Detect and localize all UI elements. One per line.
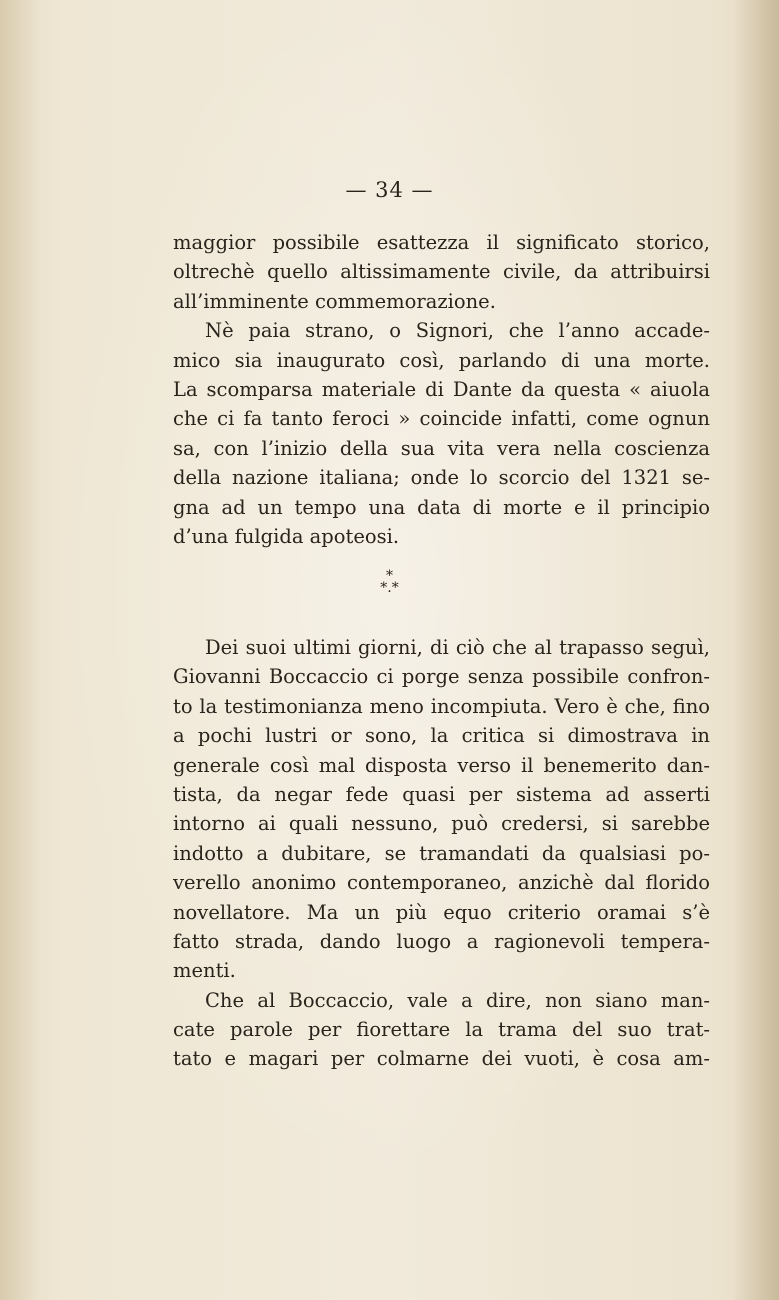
text-line: mico sia inaugurato così, parlando di una morte.	[173, 348, 710, 372]
text-line: Dei suoi ultimi giorni, di ciò che al trapasso seguì,	[205, 636, 710, 659]
text-line: sa, con l’inizio della sua vita vera nella coscienza	[173, 436, 710, 460]
text-line: verello anonimo contemporaneo, anzichè dal florido	[173, 871, 710, 895]
asterism-bottom: *.*	[380, 580, 399, 596]
page-number: — 34 —	[345, 178, 434, 202]
text-line: all’imminente commemorazione.	[173, 289, 496, 313]
text-line: oltrechè quello altissimamente civile, da attribuirsi	[173, 260, 710, 284]
text-line: intorno ai quali nessuno, può credersi, si sarebbe	[173, 812, 710, 836]
paragraph-block-1	[173, 228, 710, 551]
asterism-top: *	[386, 568, 393, 584]
text-line: generale così mal disposta verso il benemerito dan-	[173, 753, 710, 777]
text-line: a pochi lustri or sono, la critica si dimostrava in	[173, 724, 710, 748]
text-line: tista, da negar fede quasi per sistema ad asserti	[173, 782, 710, 806]
text-line: che ci fa tanto feroci » coincide infatti, come ognun	[173, 407, 710, 431]
section-separator-asterism	[0, 570, 779, 594]
text-line: novellatore. Ma un più equo criterio oramai s’è	[173, 900, 710, 924]
text-line: Che al Boccaccio, vale a dire, non siano man-	[205, 988, 710, 1012]
text-line: tato e magari per colmarne dei vuoti, è cosa am-	[173, 1047, 710, 1071]
text-line: indotto a dubitare, se tramandati da qualsiasi po-	[173, 841, 710, 865]
text-line: menti.	[173, 959, 236, 983]
text-line: Nè paia strano, o Signori, che l’anno accade-	[205, 319, 710, 343]
text-line: Giovanni Boccaccio ci porge senza possibile confron-	[173, 665, 710, 689]
text-line: d’una fulgida apoteosi.	[173, 524, 400, 548]
text-line: La scomparsa materiale di Dante da questa « aiuola	[173, 377, 710, 401]
text-line: della nazione italiana; onde lo scorcio del 1321 se-	[173, 466, 710, 490]
text-line: cate parole per fiorettare la trama del suo trat-	[173, 1018, 710, 1042]
text-line: to la testimonianza meno incompiuta. Vero è che, fino	[173, 694, 710, 718]
paragraph-block-2	[173, 633, 710, 1074]
text-line: gna ad un tempo una data di morte e il principio	[173, 495, 710, 519]
text-line: fatto strada, dando luogo a ragionevoli tempera-	[173, 929, 710, 953]
text-line: maggior possibile esattezza il significato storico,	[173, 231, 710, 254]
